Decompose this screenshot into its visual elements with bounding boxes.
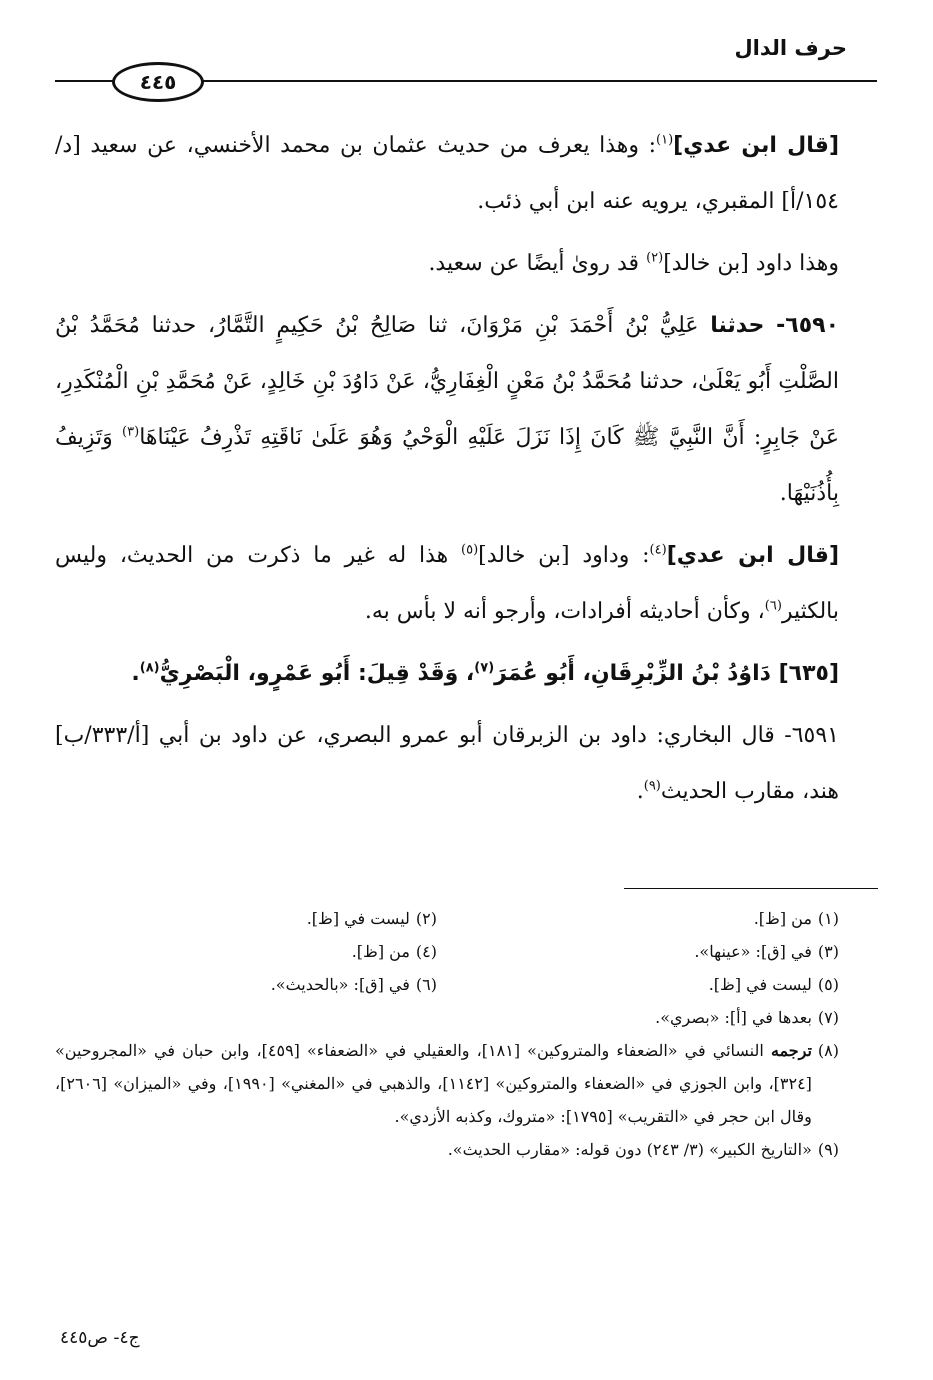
footnote-number: (٦): [415, 975, 437, 994]
speaker-label: [قال ابن عدي]: [673, 133, 839, 158]
footnote-separator: [624, 888, 878, 889]
footnote-text: «التاريخ الكبير» (٣/ ٢٤٣) دون قوله: «مقارب الحديث».: [447, 1140, 812, 1159]
paragraph-text: قد روىٰ أيضًا عن سعيد.: [428, 251, 647, 276]
page-number: ٤٤٥: [139, 70, 177, 94]
footnote-number: (٧): [817, 1008, 839, 1027]
paragraph-text: هذا له غير ما ذكرت من الحديث، وليس بالكثير: [55, 543, 839, 624]
footnote-1: [457, 902, 839, 935]
footnote-number: (٤): [415, 942, 437, 961]
footnote-ref: (٣): [122, 424, 140, 440]
footnote-lead: ترجمه: [770, 1041, 812, 1060]
haddathana-label: حدثنا: [710, 313, 765, 338]
paragraph-text: وهذا داود [بن خالد]: [663, 251, 839, 276]
footnote-text: من [ظ].: [753, 909, 812, 928]
footnote-ref: (٦): [764, 598, 782, 614]
footnote-6: [55, 968, 437, 1001]
footnote-number: (٩): [817, 1140, 839, 1159]
paragraph-ibn-adi-1: [55, 118, 839, 230]
running-header-title: حرف الدال: [734, 36, 847, 60]
hadith-text: وَتَزِيفُ بِأُذُنَيْهَا.: [55, 425, 839, 506]
footnote-9: [55, 1133, 839, 1166]
footnote-number: (٨): [817, 1041, 839, 1060]
speaker-label: [قال ابن عدي]: [666, 543, 839, 568]
entry-heading-635: [55, 646, 839, 702]
hadith-6591: [55, 708, 839, 820]
footnote-text: في [ق]: «بالحديث».: [270, 975, 410, 994]
footnote-5: [457, 968, 839, 1001]
footnote-text-body: النسائي في «الضعفاء والمتروكين» [١٨١]، والعقيلي في «الضعفاء» [٤٥٩]، وابن حبان في «المجروحين» [٣٢٤]، وابن الجوزي في «الضعفاء والمتروكين» [١١٤٢]، والذهبي في «المغني» [١٩٩٠]، وفي «الميزان» [٢٦٠٦]، وقال ابن حجر في «التقريب» [١٧٩٥]: «متروك، وكذبه الأزدي».: [55, 1041, 812, 1126]
footnote-ref: (٧): [474, 660, 495, 676]
footnote-ref: (١): [656, 132, 674, 148]
footnote-number: (٣): [817, 942, 839, 961]
footnote-7: [55, 1001, 839, 1034]
hadith-text: عَلِيُّ بْنُ أَحْمَدَ بْنِ مَرْوَانَ، ثنا صَالِحُ بْنُ حَكِيمٍ التَّمَّارُ، حدثنا مُحَمَّدُ بْنُ الصَّلْتِ أَبُو يَعْلَىٰ، حدثنا مُحَمَّدُ بْنُ مَعْنٍ الْغِفَارِيُّ، عَنْ دَاوُدَ بْنِ خَالِدٍ، عَنْ مُحَمَّدِ بْنِ الْمُنْكَدِرِ، عَنْ جَابِرٍ: أَنَّ النَّبِيَّ ﷺ كَانَ إِذَا نَزَلَ عَلَيْهِ الْوَحْيُ وَهُوَ عَلَىٰ نَاقَتِهِ تَذْرِفُ عَيْنَاهَا: [55, 313, 840, 450]
footnote-text: بعدها في [أ]: «بصري».: [655, 1008, 812, 1027]
entry-title: [٦٣٥] دَاوُدُ بْنُ الزِّبْرِقَانِ، أَبُو عُمَرَ: [494, 661, 839, 686]
paragraph-dawud-note: [55, 236, 839, 292]
footnote-2: [55, 902, 437, 935]
page-number-oval: [112, 62, 204, 102]
footnote-number: (٢): [415, 909, 437, 928]
footnote-text: ليست في [ظ].: [708, 975, 812, 994]
footnote-number: (١): [817, 909, 839, 928]
footnote-number: (٥): [817, 975, 839, 994]
page-footer-reference: ج٤- ص٤٤٥: [60, 1328, 140, 1348]
footnote-text: [55, 1034, 812, 1133]
paragraph-text: ، وكأن أحاديثه أفرادات، وأرجو أنه لا بأس به.: [364, 599, 765, 624]
footnote-text: من [ظ].: [351, 942, 410, 961]
footnote-ref: (٨): [139, 660, 160, 676]
footnotes: [55, 902, 839, 1166]
paragraph-ibn-adi-2: [55, 528, 839, 640]
hadith-number: ٦٥٩٠-: [776, 313, 839, 338]
footnote-8: [55, 1034, 839, 1133]
paragraph-text: : وداود [بن خالد]: [478, 543, 650, 568]
footnote-text: في [ق]: «عينها».: [694, 942, 812, 961]
footnote-4: [55, 935, 437, 968]
footnote-ref: (٢): [646, 250, 664, 266]
footnote-text: ليست في [ظ].: [306, 909, 410, 928]
paragraph-text: .: [636, 779, 644, 804]
footnote-3: [457, 935, 839, 968]
footnote-ref: (٤): [649, 542, 667, 558]
entry-title: ، وَقَدْ قِيلَ: أَبُو عَمْرٍو، الْبَصْرِيُّ: [159, 661, 475, 686]
main-text: [55, 118, 839, 826]
entry-title: .: [131, 661, 140, 686]
footnote-ref: (٥): [461, 542, 479, 558]
paragraph-text: : وهذا يعرف من حديث عثمان بن محمد الأخنسي، عن سعيد [د/١٥٤/أ] المقبري، يرويه عنه ابن أبي ذئب.: [55, 133, 839, 214]
hadith-6590: [55, 298, 839, 522]
footnote-ref: (٩): [643, 778, 661, 794]
footnotes-short-grid: [55, 902, 839, 1001]
paragraph-text: ٦٥٩١- قال البخاري: داود بن الزبرقان أبو عمرو البصري، عن داود بن أبي [أ/٣٣٣/ب] هند، مقارب الحديث: [55, 723, 839, 804]
